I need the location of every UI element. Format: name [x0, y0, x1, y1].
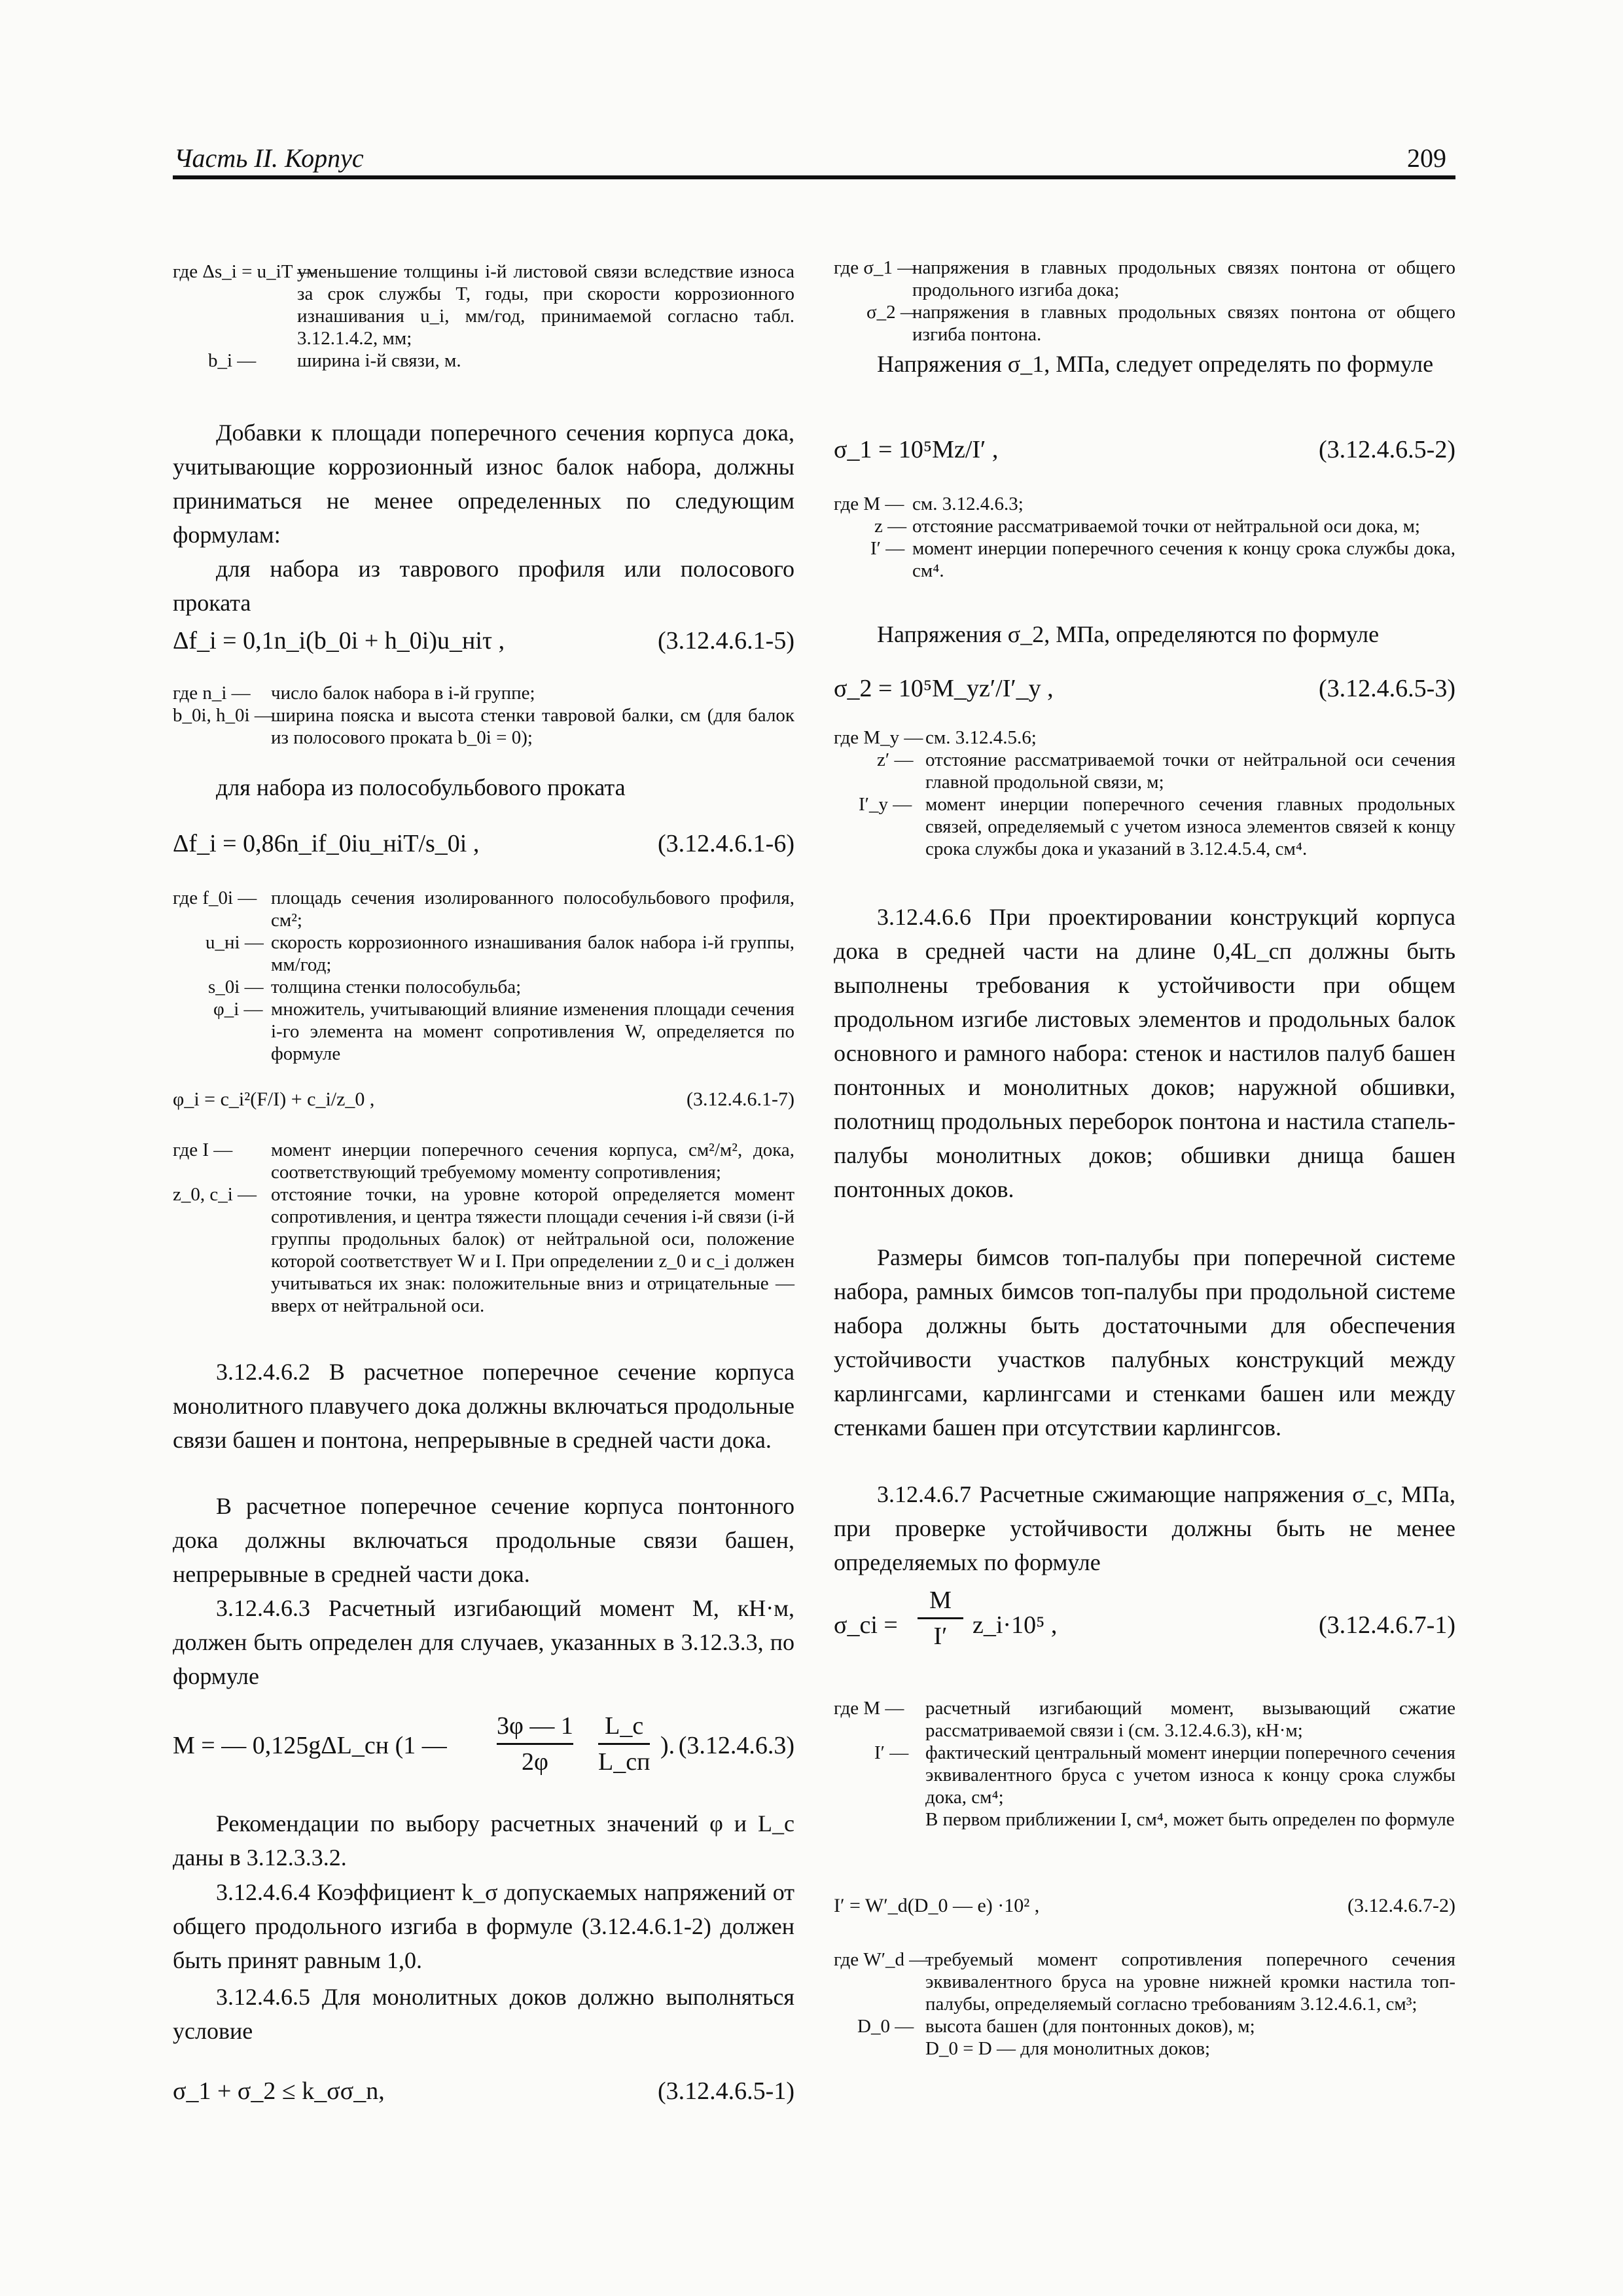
formula-number: (3.12.4.6.7-2) [1347, 1895, 1455, 1916]
paragraph: Размеры бимсов топ-палубы при поперечной системе набора, рамных бимсов топ-палубы при продольной системе набора должны быть достаточными для обеспечения устойчивости участков палубных конструкций между карлингсами, карлингсами и стенками башен или между стенками башен при отсутствии карлингсов. [834, 1244, 1455, 1441]
definition-row [834, 2037, 1455, 2060]
definition-text: отстояние точки, на уровне которой определяется момент сопротивления, и центра тяжести площади сечения i-й связи (i-й группы продольных балок) от нейтральной оси, положение которой соответствует W и I. При определении z_0 и c_i должен учитываться их знак: положительные вниз и отрицательные — вверх от нейтральной оси. [271, 1184, 794, 1316]
formula-expression: σ_1 + σ_2 ≤ k_σσ_n, [173, 2077, 385, 2105]
fraction-bar [598, 1743, 650, 1745]
definition-row [834, 1948, 1455, 2015]
definition-term: где n_i — [173, 683, 251, 704]
definition-text: множитель, учитывающий влияние изменения площади сечения i-го элемента на момент сопротивления W, определяется по формуле [271, 999, 794, 1064]
formula-number: (3.12.4.6.3) [678, 1732, 794, 1759]
formula-fraction [918, 1586, 963, 1651]
fraction-denominator: I′ [933, 1623, 948, 1650]
definition-text: число балок набора в i-й группе; [271, 683, 535, 704]
definition-term: z — [874, 516, 907, 537]
formula-compressive-stress [834, 1586, 1455, 1671]
formula-fraction [598, 1712, 650, 1776]
paragraph: Напряжения σ_1, МПа, следует определять по формуле [877, 351, 1434, 377]
paragraph: В расчетное поперечное сечение корпуса понтонного дока должны включаться продольные связи башен, непрерывные в средней части дока. [173, 1493, 794, 1587]
formula-expression: σ_2 = 10⁵M_yz′/I′_y , [834, 675, 1054, 702]
formula-number: (3.12.4.6.5-1) [658, 2077, 794, 2105]
definitions-block [173, 887, 794, 1065]
formula-lhs: M = — 0,125gΔL_сн (1 — [173, 1732, 447, 1759]
definition-term: I′ — [870, 538, 905, 559]
formula-expression: σ_1 = 10⁵Mz/I′ , [834, 436, 999, 463]
definition-term: где f_0i — [173, 888, 257, 908]
formula-number: (3.12.4.6.7-1) [1319, 1611, 1455, 1639]
definition-row [173, 931, 794, 976]
header-rule [173, 175, 1455, 179]
definition-row [173, 998, 794, 1065]
formula-number: (3.12.4.6.1-7) [687, 1088, 794, 1110]
fraction-bar [497, 1743, 573, 1745]
definition-text: момент инерции поперечного сечения главных продольных связей, определяемый с учетом износа элементов связей к концу срока службы дока и указаний в 3.12.4.5.4, см⁴. [925, 794, 1455, 859]
definition-term: z′ — [877, 749, 914, 770]
paragraph: Напряжения σ_2, МПа, определяются по формуле [877, 621, 1380, 647]
definition-term: z_0, c_i — [173, 1184, 257, 1205]
definition-term: где M_y — [834, 727, 923, 748]
definition-row [173, 260, 794, 350]
formula-expression: Δf_i = 0,86n_if_0iu_нiT/s_0i , [173, 830, 480, 857]
formula-lhs: σ_ci = [834, 1611, 898, 1639]
definitions-block [173, 682, 794, 749]
paragraph: Добавки к площади поперечного сечения корпуса дока, учитывающие коррозионный износ балок набора, должны приниматься не менее определенных по следующим формулам: [173, 420, 794, 548]
formula [834, 674, 1455, 707]
fraction-numerator: M [929, 1587, 952, 1614]
formula [173, 2077, 794, 2109]
fraction-denominator: 2φ [522, 1748, 548, 1776]
formula-number: (3.12.4.6.5-3) [1319, 675, 1455, 702]
definition-text: D_0 = D — для монолитных доков; [925, 2038, 1211, 2059]
paragraph: 3.12.4.6.7 Расчетные сжимающие напряжения σ_c, МПа, при проверке устойчивости должны быть не менее определяемых по формуле [834, 1481, 1455, 1575]
formula [834, 1895, 1455, 1928]
definition-term: s_0i — [208, 977, 264, 997]
definition-text: скорость коррозионного изнашивания балок набора i-й группы, мм/год; [271, 932, 794, 975]
fraction-numerator: 3φ — 1 [497, 1712, 573, 1740]
definition-term: b_i — [208, 350, 257, 371]
definition-text: ширина пояска и высота стенки тавровой балки, см (для балок из полосового проката b_0i = 0); [271, 705, 794, 748]
definition-text: момент инерции поперечного сечения корпуса, см²/м², дока, соответствующий требуемому моменту сопротивления; [271, 1139, 794, 1183]
definition-text: В первом приближении I, см⁴, может быть определен по формуле [925, 1809, 1455, 1830]
definition-term: где I — [173, 1139, 233, 1160]
fraction-denominator: L_сп [598, 1748, 651, 1776]
formula [173, 626, 794, 659]
definition-term: D_0 — [857, 2016, 914, 2037]
definition-term: где σ_1 — [834, 257, 917, 278]
definition-row [173, 887, 794, 931]
definition-term: σ_2 — [866, 302, 919, 323]
definition-row [834, 257, 1455, 301]
definition-term: φ_i — [213, 999, 263, 1020]
formula-number: (3.12.4.6.1-6) [658, 830, 794, 857]
definition-text: высота башен (для понтонных доков), м; [925, 2016, 1255, 2037]
definition-text: момент инерции поперечного сечения к концу срока службы дока, см⁴. [912, 538, 1455, 581]
definition-text: напряжения в главных продольных связях понтона от общего изгиба понтона. [912, 302, 1455, 345]
definitions-block [834, 726, 1455, 860]
definition-text: см. 3.12.4.5.6; [925, 727, 1037, 748]
definition-term: b_0i, h_0i — [173, 705, 274, 726]
definition-term: где M — [834, 493, 904, 514]
definition-term: где M — [834, 1698, 904, 1719]
formula-close: ). [660, 1732, 675, 1759]
definition-text: фактический центральный момент инерции поперечного сечения эквивалентного бруса с учетом износа к концу срока службы дока, см⁴; [925, 1742, 1455, 1808]
formula-expression: Δf_i = 0,1n_i(b_0i + h_0i)u_нiτ , [173, 627, 505, 655]
paragraph: Рекомендации по выбору расчетных значений φ и L_с даны в 3.12.3.3.2. [173, 1810, 794, 1871]
paragraph: для набора из полособульбового проката [216, 774, 626, 800]
fraction-numerator: L_с [605, 1712, 644, 1740]
definition-row [834, 301, 1455, 346]
formula-rhs: z_i·10⁵ , [972, 1611, 1058, 1639]
definition-term: где Δs_i = u_iT — [173, 261, 317, 282]
paragraph: 3.12.4.6.3 Расчетный изгибающий момент M, кН·м, должен быть определен для случаев, указанных в 3.12.3.3, по формуле [173, 1595, 794, 1689]
definition-row [834, 749, 1455, 793]
formula-number: (3.12.4.6.1-5) [658, 627, 794, 655]
definitions-block [834, 257, 1455, 346]
definition-text: площадь сечения изолированного полособульбового профиля, см²; [271, 888, 794, 931]
definition-row [834, 1697, 1455, 1742]
definition-row [834, 726, 1455, 749]
definition-row [173, 350, 794, 372]
definition-row [834, 793, 1455, 860]
formula-number: (3.12.4.6.5-2) [1319, 436, 1455, 463]
definition-term: I′_y — [859, 794, 912, 815]
definition-row [173, 1183, 794, 1317]
definition-term: где W′_d — [834, 1949, 929, 1970]
paragraph: 3.12.4.6.6 При проектировании конструкций корпуса дока в средней части на длине 0,4L_сп должны быть выполнены требования к устойчивости при общем продольном изгибе листовых элементов и продольных балок основного и рамного набора: стенок и настилов палуб башен понтонных и монолитных доков; наружной обшивки, полотнищ продольных переборок понтона и настила стапель-палубы монолитных доков; обшивки днища башен понтонных доков. [834, 904, 1455, 1202]
page-number: 209 [1407, 143, 1446, 173]
formula-expression: I′ = W′_d(D_0 — e) ·10² , [834, 1895, 1040, 1916]
paragraph: 3.12.4.6.5 Для монолитных доков должно выполняться условие [173, 1984, 794, 2044]
definitions-block [173, 1139, 794, 1317]
definition-row [173, 682, 794, 704]
definition-row [834, 1742, 1455, 1808]
definition-row [173, 704, 794, 749]
definitions-block [173, 260, 794, 372]
page-header-title: Часть II. Корпус [174, 143, 364, 173]
paragraph: для набора из таврового профиля или полосового проката [173, 556, 794, 616]
definition-text: отстояние рассматриваемой точки от нейтральной оси сечения главной продольной связи, м; [925, 749, 1455, 793]
paragraph: 3.12.4.6.2 В расчетное поперечное сечение корпуса монолитного плавучего дока должны включаться продольные связи башен и понтона, непрерывные в средней части дока. [173, 1359, 794, 1453]
paragraph: 3.12.4.6.4 Коэффициент k_σ допускаемых напряжений от общего продольного изгиба в формуле (3.12.4.6.1-2) должен быть принят равным 1,0. [173, 1879, 794, 1973]
definition-row [834, 1808, 1455, 1831]
formula [173, 829, 794, 862]
definition-text: напряжения в главных продольных связях понтона от общего продольного изгиба дока; [912, 257, 1455, 300]
definition-text: см. 3.12.4.6.3; [912, 493, 1024, 514]
definition-row [173, 1139, 794, 1183]
definition-text: уменьшение толщины i-й листовой связи вследствие износа за срок службы T, годы, при скорости коррозионного изнашивания u_i, мм/год, принимаемой согласно табл. 3.12.1.4.2, мм; [297, 261, 794, 349]
definition-text: требуемый момент сопротивления поперечного сечения эквивалентного бруса на уровне нижней кромки настила топ-палубы, определяемый согласно требованиям 3.12.4.6.1, см³; [925, 1949, 1455, 2015]
definitions-block [834, 1697, 1455, 1831]
definition-row [834, 515, 1455, 537]
formula-fraction [497, 1712, 573, 1776]
fraction-bar [918, 1617, 963, 1619]
definitions-block [834, 1948, 1455, 2060]
formula [834, 435, 1455, 468]
definition-row [834, 2015, 1455, 2037]
definition-text: расчетный изгибающий момент, вызывающий сжатие рассматриваемой связи i (см. 3.12.4.6.3), кН·м; [925, 1698, 1455, 1741]
definition-term: I′ — [874, 1742, 909, 1763]
formula-bending-moment [173, 1712, 794, 1803]
definition-row [834, 493, 1455, 515]
definition-text: ширина i-й связи, м. [297, 350, 461, 371]
definition-text: отстояние рассматриваемой точки от нейтральной оси дока, м; [912, 516, 1420, 537]
formula [173, 1088, 794, 1121]
definition-row [173, 976, 794, 998]
definition-row [834, 537, 1455, 582]
definition-text: толщина стенки полособульба; [271, 977, 522, 997]
formula-expression: φ_i = c_i²(F/I) + c_i/z_0 , [173, 1088, 375, 1110]
definitions-block [834, 493, 1455, 582]
definition-term: u_нi — [205, 932, 264, 953]
